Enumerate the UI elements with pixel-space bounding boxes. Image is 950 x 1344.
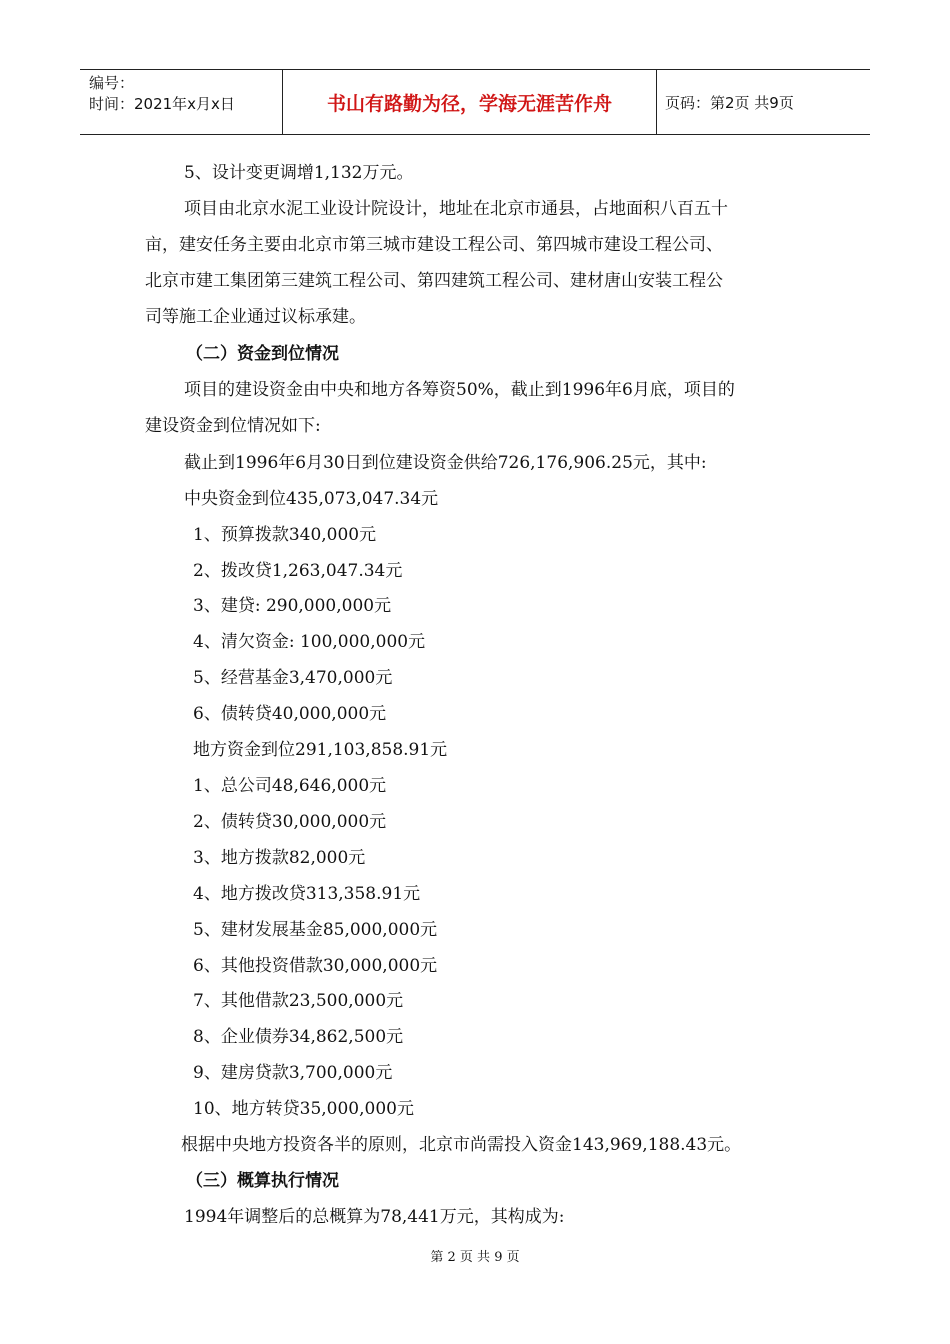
body-line: 5、设计变更调增1,132万元。 [184,163,414,183]
body-line: 亩，建安任务主要由北京市第三城市建设工程公司、第四城市建设工程公司、 [145,235,723,255]
serial-label: 编号： [89,74,135,92]
body-line: 项目的建设资金由中央和地方各筹资50%，截止到1996年6月底，项目的 [184,380,735,400]
header-motto: 书山有路勤为径，学海无涯苦作舟 [283,70,657,134]
header-page-info: 页码：第2页 共9页 [665,93,794,112]
body-line: 4、清欠资金: 100,000,000元 [193,632,426,652]
header-meta-cell [80,70,283,134]
body-line: 8、企业债券34,862,500元 [193,1027,404,1047]
body-line: 9、建房贷款3,700,000元 [193,1063,393,1083]
section-heading: （三）概算执行情况 [186,1171,339,1191]
body-line: 1、总公司48,646,000元 [193,776,387,796]
body-line: 6、债转贷40,000,000元 [193,704,387,724]
body-line: 5、建材发展基金85,000,000元 [193,920,438,940]
body-line: 北京市建工集团第三建筑工程公司、第四建筑工程公司、建材唐山安装工程公 [145,271,723,291]
body-line: 5、经营基金3,470,000元 [193,668,393,688]
body-line: 中央资金到位435,073,047.34元 [184,489,439,509]
body-line: 4、地方拨改贷313,358.91元 [193,884,421,904]
body-line: 6、其他投资借款30,000,000元 [193,956,438,976]
section-heading: （二）资金到位情况 [186,344,339,364]
body-line: 10、地方转贷35,000,000元 [193,1099,414,1119]
page-footer: 第 2 页 共 9 页 [430,1250,520,1265]
body-line: 1994年调整后的总概算为78,441万元，其构成为: [184,1207,565,1227]
body-line: 根据中央地方投资各半的原则，北京市尚需投入资金143,969,188.43元。 [181,1135,742,1155]
body-line: 2、拨改贷1,263,047.34元 [193,561,403,581]
body-line: 建设资金到位情况如下: [145,416,321,436]
body-line: 司等施工企业通过议标承建。 [145,307,366,327]
body-line: 2、债转贷30,000,000元 [193,812,387,832]
body-line: 7、其他借款23,500,000元 [193,991,404,1011]
body-line: 地方资金到位291,103,858.91元 [193,740,448,760]
body-line: 3、建贷: 290,000,000元 [193,596,392,616]
body-line: 项目由北京水泥工业设计院设计，地址在北京市通县，占地面积八百五十 [184,199,728,219]
body-line: 截止到1996年6月30日到位建设资金供给726,176,906.25元，其中: [184,453,707,473]
page-header [80,69,870,135]
time-label: 时间：2021年x月x日 [89,95,235,113]
body-line: 1、预算拨款340,000元 [193,525,377,545]
body-line: 3、地方拨款82,000元 [193,848,366,868]
